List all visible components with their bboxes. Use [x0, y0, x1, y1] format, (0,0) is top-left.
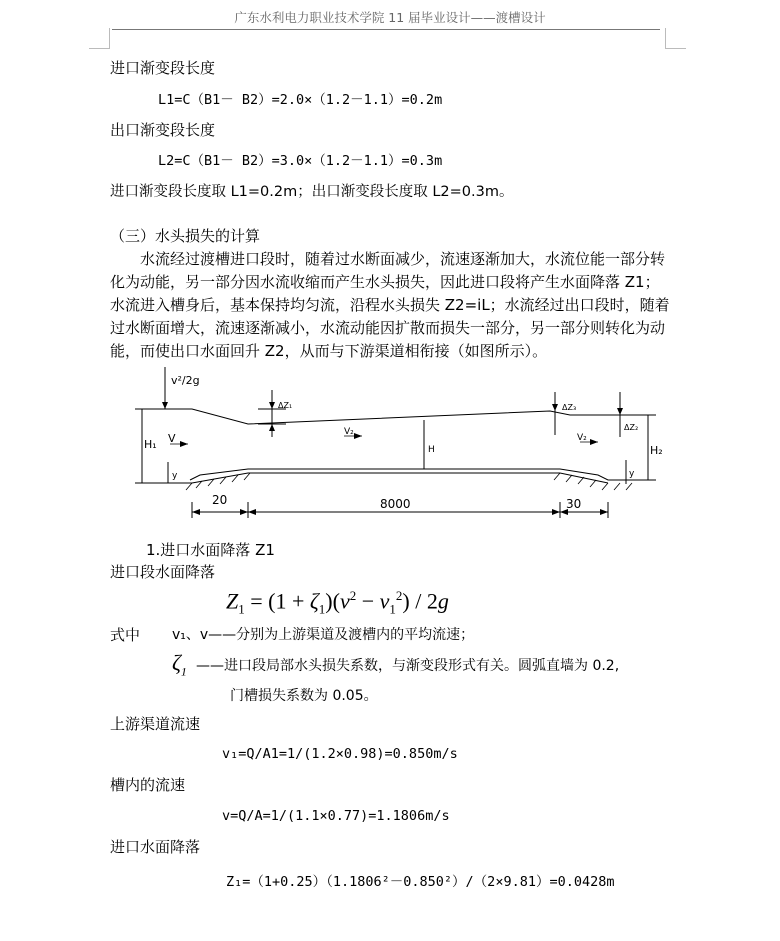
label-h2: H₂ — [650, 444, 663, 457]
outlet-length-formula: L2=C（B1－ B2）=3.0×（1.2－1.1）=0.3m — [158, 153, 443, 169]
inlet-drop-formula: Z₁=（1+0.25）（1.1806²－0.850²）/（2×9.81）=0.0428m — [226, 874, 615, 890]
outlet-length-label: 出口渐变段长度 — [110, 121, 216, 139]
aqueduct-profile-figure — [130, 362, 663, 522]
zeta-symbol: $\zeta_1$ — [172, 650, 187, 679]
page-header: 广东水利电力职业技术学院 11 届毕业设计——渡槽设计 — [234, 10, 546, 25]
head-loss-paragraph: 水流经过渡槽进口段时，随着过水断面减少，流速逐渐加大，水流位能一部分转化为动能，另一部分因水流收缩而产生水头损失，因此进口段将产生水面降落 Z1；水流进入槽身后，基本保持均匀流，沿程水头损失 Z2=iL；水流经过出口段时，随着过水断面增大，流速逐渐减小，水流动能因扩散而损失一部分，另一部分则转化为动能，而使出口水面回升 Z2，从而与下游渠道相衔接（如图所示）。 — [110, 250, 670, 360]
label-velocity-head: v²/2g — [171, 374, 200, 387]
z1-equation: $Z_1 = (1 + \zeta_1)(v^2 - v_1^2) / 2g$ — [226, 588, 449, 617]
inlet-drop-sub-label: 进口段水面降落 — [110, 563, 216, 581]
zeta-description-2: 门槽损失系数为 0.05。 — [230, 688, 378, 704]
zeta-description: ——进口段局部水头损失系数，与渐变段形式有关。圆弧直墙为 0.2, — [196, 658, 620, 674]
label-h1: H₁ — [144, 438, 157, 451]
where-label: 式中 — [110, 626, 141, 644]
inlet-length-label: 进口渐变段长度 — [110, 59, 216, 77]
label-y-right: y — [629, 469, 635, 479]
label-v2-mid: V₂ — [344, 427, 354, 437]
label-h-mid: H — [428, 445, 435, 455]
trough-velocity-label: 槽内的流速 — [110, 776, 186, 794]
dim-middle: 8000 — [380, 497, 411, 511]
label-dz2: ΔZ₂ — [624, 423, 639, 432]
dim-right: 30 — [566, 497, 582, 511]
length-summary: 进口渐变段长度取 L1=0.2m；出口渐变段长度取 L2=0.3m。 — [110, 184, 514, 200]
margin-corner-left — [89, 28, 110, 49]
subsection-heading-z1: 1.进口水面降落 Z1 — [146, 541, 275, 559]
trough-velocity-formula: v=Q/A=1/(1.1×0.77)=1.1806m/s — [222, 808, 450, 824]
ground-hatch — [186, 473, 632, 490]
label-v2-right: V₂ — [577, 433, 587, 443]
where-text: v₁、v——分别为上游渠道及渡槽内的平均流速； — [172, 627, 475, 643]
inlet-drop-label: 进口水面降落 — [110, 838, 201, 856]
label-dz1: ΔZ₁ — [278, 401, 293, 410]
bed-inner-line — [192, 473, 608, 483]
header-rule — [112, 29, 660, 30]
upstream-velocity-formula: v₁=Q/A1=1/(1.2×0.98)=0.850m/s — [222, 746, 458, 762]
upstream-velocity-label: 上游渠道流速 — [110, 715, 201, 733]
label-dz3: ΔZ₃ — [562, 403, 577, 412]
section-heading-head-loss: （三）水头损失的计算 — [110, 227, 261, 245]
dim-left: 20 — [212, 493, 228, 507]
margin-corner-right — [665, 28, 686, 49]
inlet-length-formula: L1=C（B1－ B2）=2.0×（1.2－1.1）=0.2m — [158, 92, 443, 108]
label-y-left: y — [172, 471, 178, 481]
label-v-left: V — [168, 432, 176, 445]
